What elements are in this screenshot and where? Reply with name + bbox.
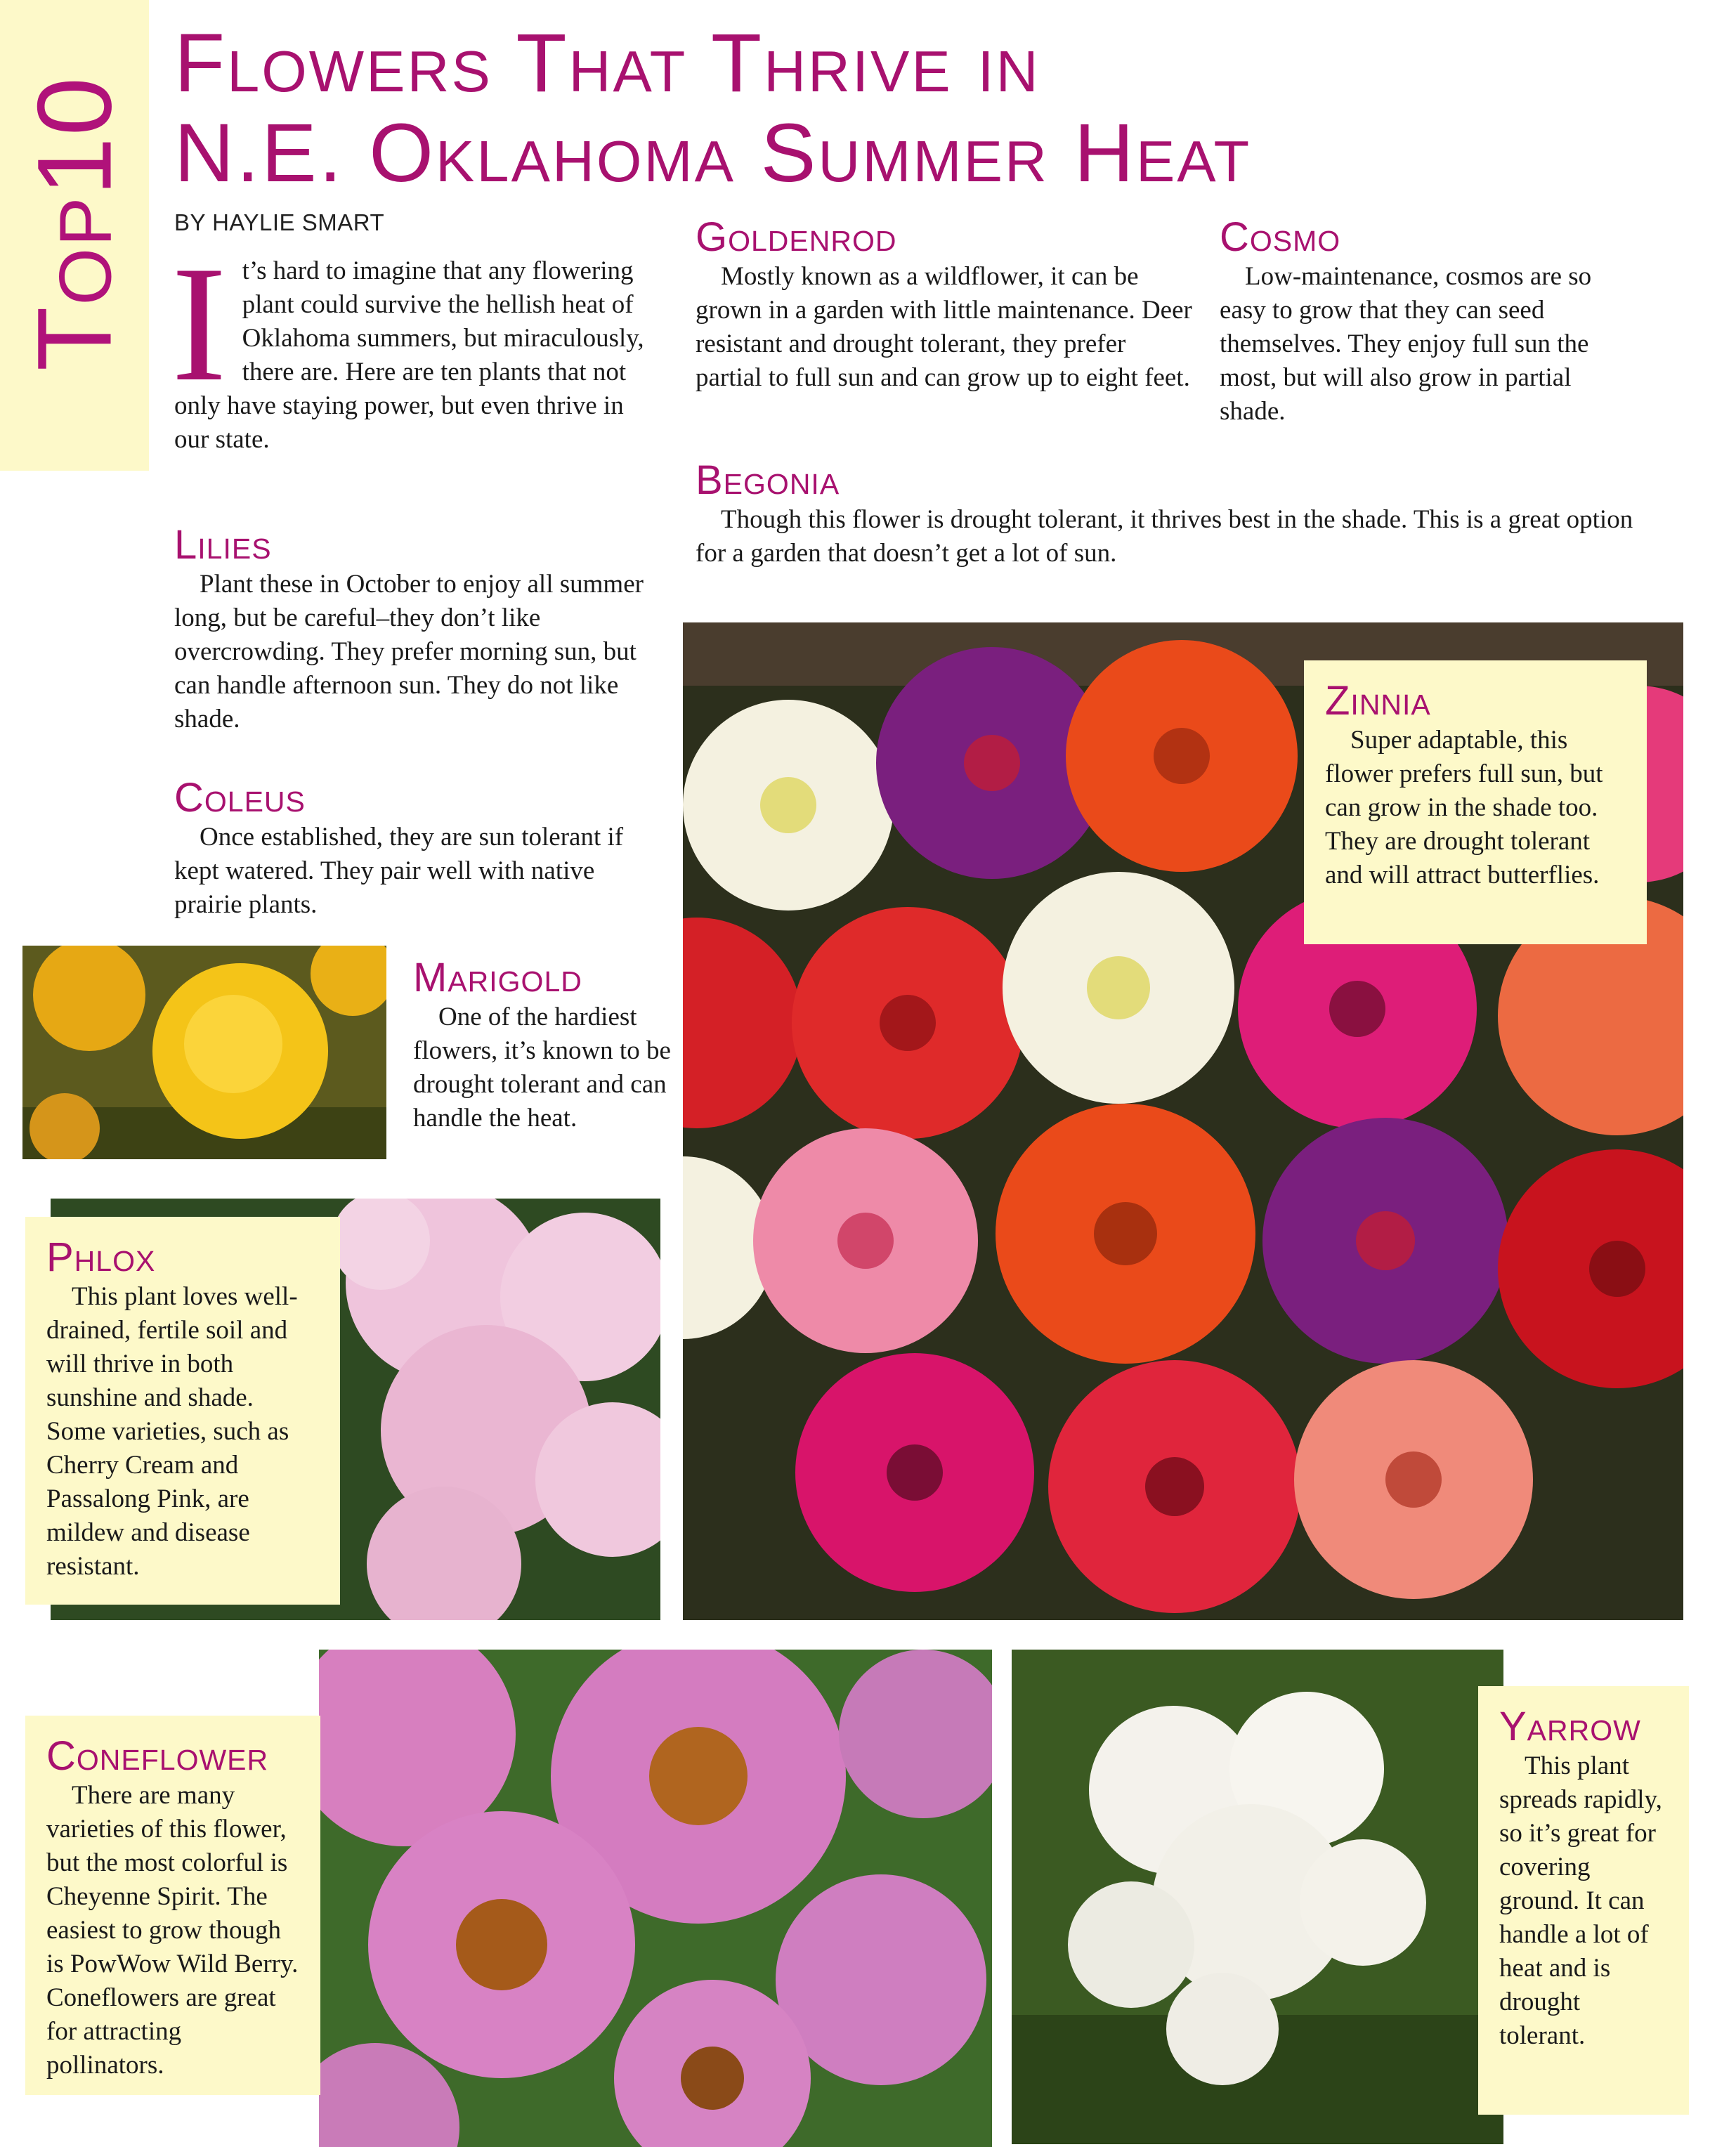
coneflower-text: There are many varieties of this flower, but the most colorful is Cheyenne Spirit. The easiest to grow though is PowWow Wild Berry. Coneflowers are great for attracting pollinators.	[46, 1781, 299, 2080]
marigold-photo	[22, 946, 386, 1159]
section-marigold	[413, 955, 673, 1135]
top10-label: Top10	[15, 75, 133, 372]
section-goldenrod	[696, 215, 1194, 395]
coleus-heading: Coleus	[174, 775, 306, 821]
phlox-heading: Phlox	[46, 1234, 156, 1280]
marigold-text: One of the hardiest flowers, it’s known to be drought tolerant and can handle the heat.	[413, 1003, 671, 1133]
coneflower-heading: Coneflower	[46, 1733, 269, 1779]
title-line-2: N.E. Oklahoma Summer Heat	[174, 107, 1252, 200]
begonia-heading: Begonia	[696, 457, 840, 503]
lilies-heading: Lilies	[174, 522, 272, 568]
zinnia-heading: Zinnia	[1325, 678, 1431, 724]
yarrow-photo	[1012, 1650, 1503, 2144]
zinnia-text: Super adaptable, this flower prefers full sun, but can grow in the shade too. They are drought tolerant and will attract butterflies.	[1325, 726, 1603, 889]
coneflower-photo	[319, 1650, 992, 2147]
lilies-text: Plant these in October to enjoy all summer long, but be careful–they don’t like overcrowding. They prefer morning sun, but can handle afternoon sun. They do not like shade.	[174, 570, 644, 733]
phlox-callout	[25, 1217, 340, 1605]
intro-text: t’s hard to imagine that any flowering plant could survive the hellish heat of Oklahoma summers, but miraculously, there are. Here are ten plants that not only have staying power, but even thrive in our state.	[174, 256, 644, 454]
yarrow-callout	[1478, 1686, 1689, 2115]
cosmo-text: Low-maintenance, cosmos are so easy to grow that they can seed themselves. They enjoy full sun the most, but will also grow in partial shade.	[1220, 262, 1592, 426]
section-lilies	[174, 523, 652, 736]
intro-paragraph	[171, 233, 659, 457]
byline: BY HAYLIE SMART	[174, 209, 385, 235]
goldenrod-heading: Goldenrod	[696, 214, 897, 260]
cosmo-heading: Cosmo	[1220, 214, 1341, 260]
yarrow-heading: Yarrow	[1499, 1704, 1641, 1749]
page-title	[174, 18, 1720, 198]
coneflower-callout	[25, 1716, 320, 2095]
title-line-1: Flowers That Thrive in	[174, 17, 1040, 110]
section-begonia	[696, 458, 1651, 570]
begonia-text: Though this flower is drought tolerant, it thrives best in the shade. This is a great option for a garden that doesn’t get a lot of sun.	[696, 505, 1633, 568]
yarrow-text: This plant spreads rapidly, so it’s great for covering ground. It can handle a lot of heat and is drought tolerant.	[1499, 1751, 1662, 2050]
coleus-text: Once established, they are sun tolerant if kept watered. They pair well with native prairie plants.	[174, 823, 624, 919]
section-coleus	[174, 776, 666, 922]
zinnia-callout	[1304, 660, 1647, 944]
phlox-text: This plant loves well-drained, fertile soil and will thrive in both sunshine and shade. Some varieties, such as Cherry Cream and Passalong Pink, are mildew and disease resistant.	[46, 1282, 298, 1581]
section-cosmo	[1220, 215, 1641, 429]
drop-cap: I	[171, 233, 227, 416]
goldenrod-text: Mostly known as a wildflower, it can be grown in a garden with little maintenance. Deer resistant and drought tolerant, they prefer partial to full sun and can grow up to eight feet.	[696, 262, 1192, 392]
top10-label-wrap	[0, 0, 149, 471]
marigold-heading: Marigold	[413, 955, 582, 1000]
